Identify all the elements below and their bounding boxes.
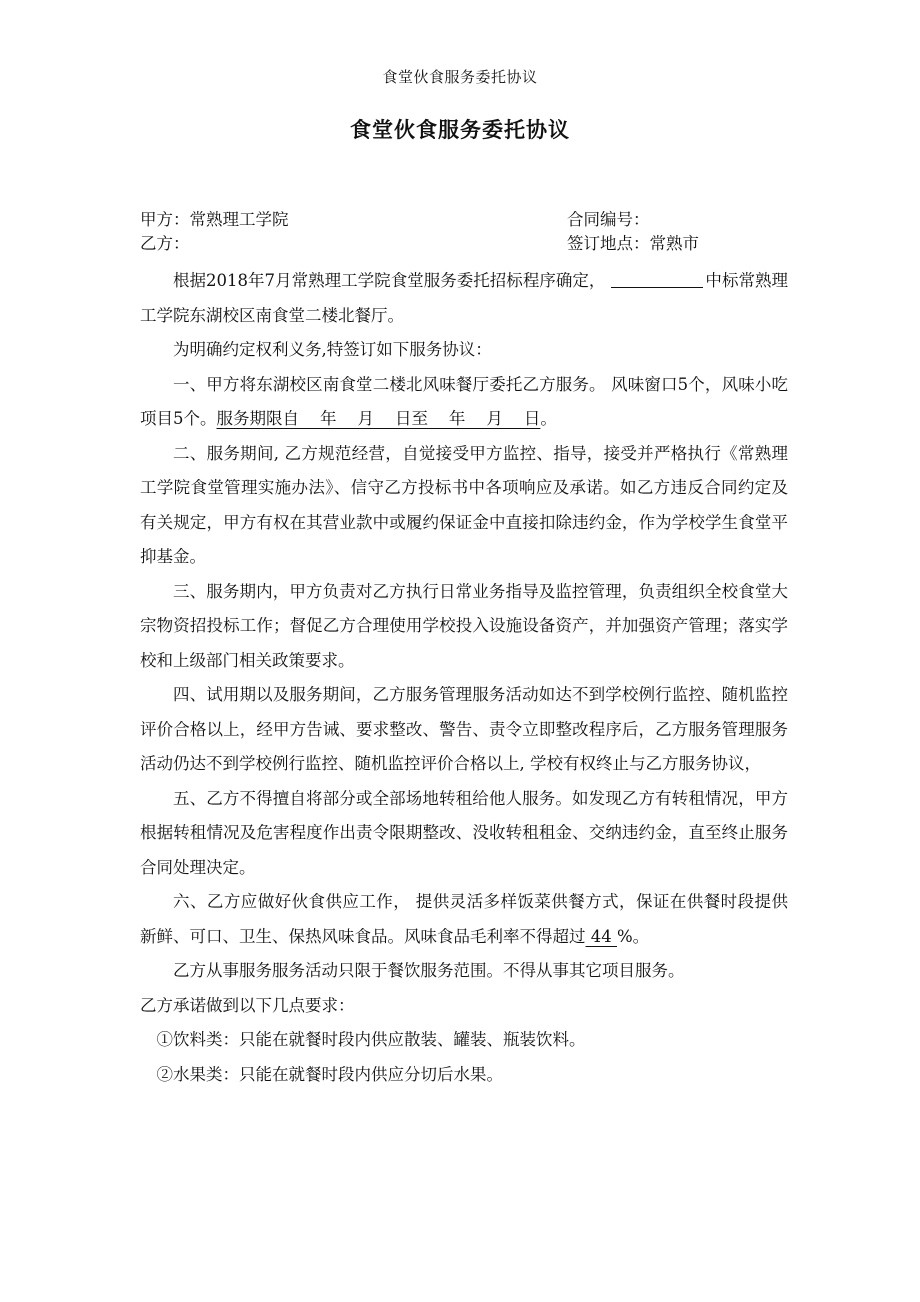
paragraph-clause-1 <box>140 368 788 437</box>
clause-6-text: 六、乙方应做好伙食供应工作， 提供灵活多样饭菜供餐方式，保证在供餐时段提供新鲜、可口、卫生、保热风味食品。风味食品毛利率不得超过 <box>140 892 788 946</box>
commitment-item-2: ②水果类：只能在就餐时段内供应分切后水果。 <box>156 1064 503 1084</box>
clause-1-end: 。 <box>540 409 557 428</box>
paragraph-intro <box>140 264 788 333</box>
clause-1-text: 一、甲方将东湖校区南食堂二楼北风味餐厅委托乙方服务。 风味窗口5个，风味小吃项目5个。 <box>140 374 788 428</box>
gross-margin-rate: 44 <box>585 926 617 946</box>
paragraph-clause-3: 三、服务期内，甲方负责对乙方执行日常业务指导及监控管理，负责组织全校食堂大宗物资招投标工作；督促乙方合理使用学校投入设施设备资产，并加强资产管理；落实学校和上级部门相关政策要求。 <box>140 581 788 670</box>
party-a: 甲方：常熟理工学院 <box>140 210 289 229</box>
contract-number: 合同编号： <box>567 210 650 229</box>
paragraph-purpose: 为明确约定权利义务,特签订如下服务协议： <box>173 340 492 359</box>
intro-text: 根据2018年7月常熟理工学院食堂服务委托招标程序确定， <box>173 271 606 290</box>
rate-unit: %。 <box>617 926 650 946</box>
paragraph-clause-4: 四、试用期以及服务期间，乙方服务管理服务活动如达不到学校例行监控、随机监控评价合格以上，经甲方告诫、要求整改、警告、责令立即整改程序后，乙方服务管理服务活动仍达不到学校例行监控、随机监控评价合格以上, 学校有权终止与乙方服务协议， <box>140 685 788 773</box>
paragraph-clause-2: 二、服务期间, 乙方规范经营，自觉接受甲方监控、指导，接受并严格执行《常熟理工学院食堂管理实施办法》、信守乙方投标书中各项响应及承诺。如乙方违反合同约定及有关规定，甲方有权在其营业款中或履约保证金中直接扣除违约金，作为学校学生食堂平抑基金。 <box>140 443 788 566</box>
intro-text-end: 中标常熟理工学院东湖校区南食堂二楼北餐厅。 <box>140 271 788 325</box>
paragraph-commitments: 乙方承诺做到以下几点要求： <box>140 995 355 1015</box>
service-term: 服务期限自 年 月 日至 年 月 日 <box>216 409 541 428</box>
contract-body <box>140 264 788 1092</box>
winner-blank <box>611 269 703 288</box>
party-b: 乙方： <box>140 234 190 253</box>
signing-place: 签订地点：常熟市 <box>567 234 699 253</box>
paragraph-clause-6 <box>140 885 788 954</box>
running-header: 食堂伙食服务委托协议 <box>382 68 538 86</box>
commitment-item-1: ①饮料类：只能在就餐时段内供应散装、罐装、瓶装饮料。 <box>156 1030 586 1049</box>
paragraph-scope: 乙方从事服务服务活动只限于餐饮服务范围。不得从事其它项目服务。 <box>173 961 685 980</box>
document-title: 食堂伙食服务委托协议 <box>350 118 570 142</box>
paragraph-clause-5: 五、乙方不得擅自将部分或全部场地转租给他人服务。如发现乙方有转租情况，甲方根据转租情况及危害程度作出责令限期整改、没收转租租金、交纳违约金，直至终止服务合同处理决定。 <box>140 788 788 877</box>
